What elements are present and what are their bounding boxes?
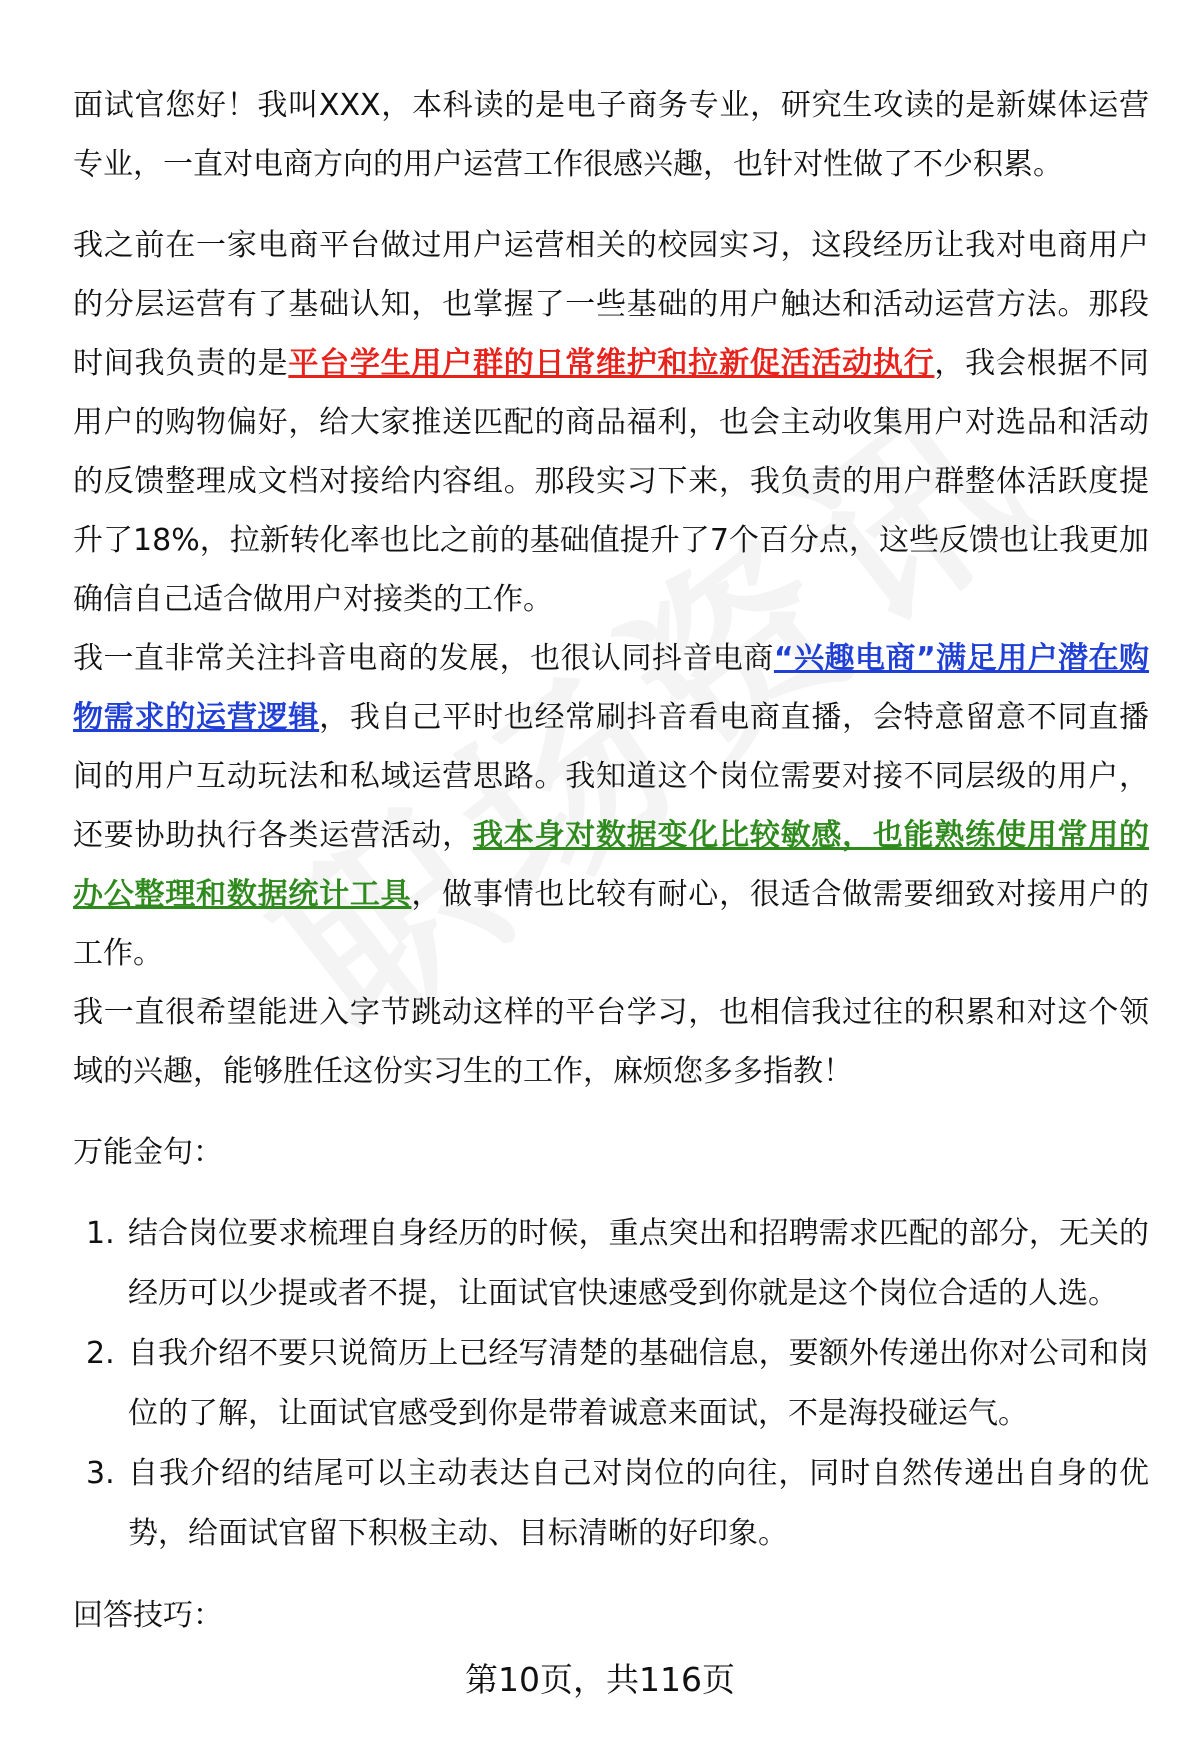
intro-p2-text-b: ，我会根据不同用户的购物偏好，给大家推送匹配的商品福利，也会主动收集用户对选品和活动的反馈整理成文档对接给内容组。那段实习下来，我负责的用户群整体活跃度提升了18%，拉新转化率也比之前的基础值提升了7个百分点，这些反馈也让我更加确信自己适合做用户对接类的工作。 <box>73 346 1150 617</box>
highlight-green: 我本身对数据变化比较敏感，也能熟练使用常用的办公整理和数据统计工具 <box>73 818 1150 912</box>
highlight-blue: “兴趣电商”满足用户潜在购物需求的运营逻辑 <box>73 641 1150 735</box>
list-item <box>73 1324 1149 1444</box>
list-text: 自我介绍不要只说简历上已经写清楚的基础信息，要额外传递出你对公司和岗位的了解，让面试官感受到你是带着诚意来面试，不是海投碰运气。 <box>128 1336 1149 1431</box>
intro-p3-text-c: ，做事情也比较有耐心，很适合做需要细致对接用户的工作。 <box>73 877 1150 971</box>
page-footer: 第10页，共116页 <box>465 1660 735 1699</box>
list-number: 1. <box>86 1216 115 1251</box>
list-item <box>73 1204 1149 1324</box>
list-number: 3. <box>86 1456 115 1491</box>
intro-paragraph-3 <box>73 629 1149 983</box>
list-text: 自我介绍的结尾可以主动表达自己对岗位的向往，同时自然传递出自身的优势，给面试官留下积极主动、目标清晰的好印象。 <box>128 1456 1149 1551</box>
highlight-red: 平台学生用户群的日常维护和拉新促活活动执行 <box>288 346 935 381</box>
golden-heading: 万能金句： <box>73 1135 223 1170</box>
document-body <box>73 76 1149 1645</box>
tips-heading: 回答技巧： <box>73 1598 223 1633</box>
intro-p2-text-a: 我之前在一家电商平台做过用户运营相关的校园实习，这段经历让我对电商用户的分层运营有了基础认知，也掌握了一些基础的用户触达和活动运营方法。那段时间我负责的是 <box>73 228 1149 381</box>
intro-paragraph-2 <box>73 216 1149 629</box>
intro-paragraph-1: 面试官您好！我叫XXX，本科读的是电子商务专业，研究生攻读的是新媒体运营专业，一直对电商方向的用户运营工作很感兴趣，也针对性做了不少积累。 <box>73 88 1149 182</box>
list-text: 结合岗位要求梳理自身经历的时候，重点突出和招聘需求匹配的部分，无关的经历可以少提或者不提，让面试官快速感受到你就是这个岗位合适的人选。 <box>128 1216 1149 1311</box>
golden-list <box>73 1204 1149 1564</box>
list-number: 2. <box>86 1336 115 1371</box>
intro-paragraph-4: 我一直很希望能进入字节跳动这样的平台学习，也相信我过往的积累和对这个领域的兴趣，能够胜任这份实习生的工作，麻烦您多多指教！ <box>73 995 1149 1089</box>
list-item <box>73 1444 1149 1564</box>
intro-p3-text-a: 我一直非常关注抖音电商的发展，也很认同抖音电商 <box>73 641 774 676</box>
intro-p3-text-b: ，我自己平时也经常刷抖音看电商直播，会特意留意不同直播间的用户互动玩法和私域运营思路。我知道这个岗位需要对接不同层级的用户，还要协助执行各类运营活动， <box>73 700 1150 853</box>
